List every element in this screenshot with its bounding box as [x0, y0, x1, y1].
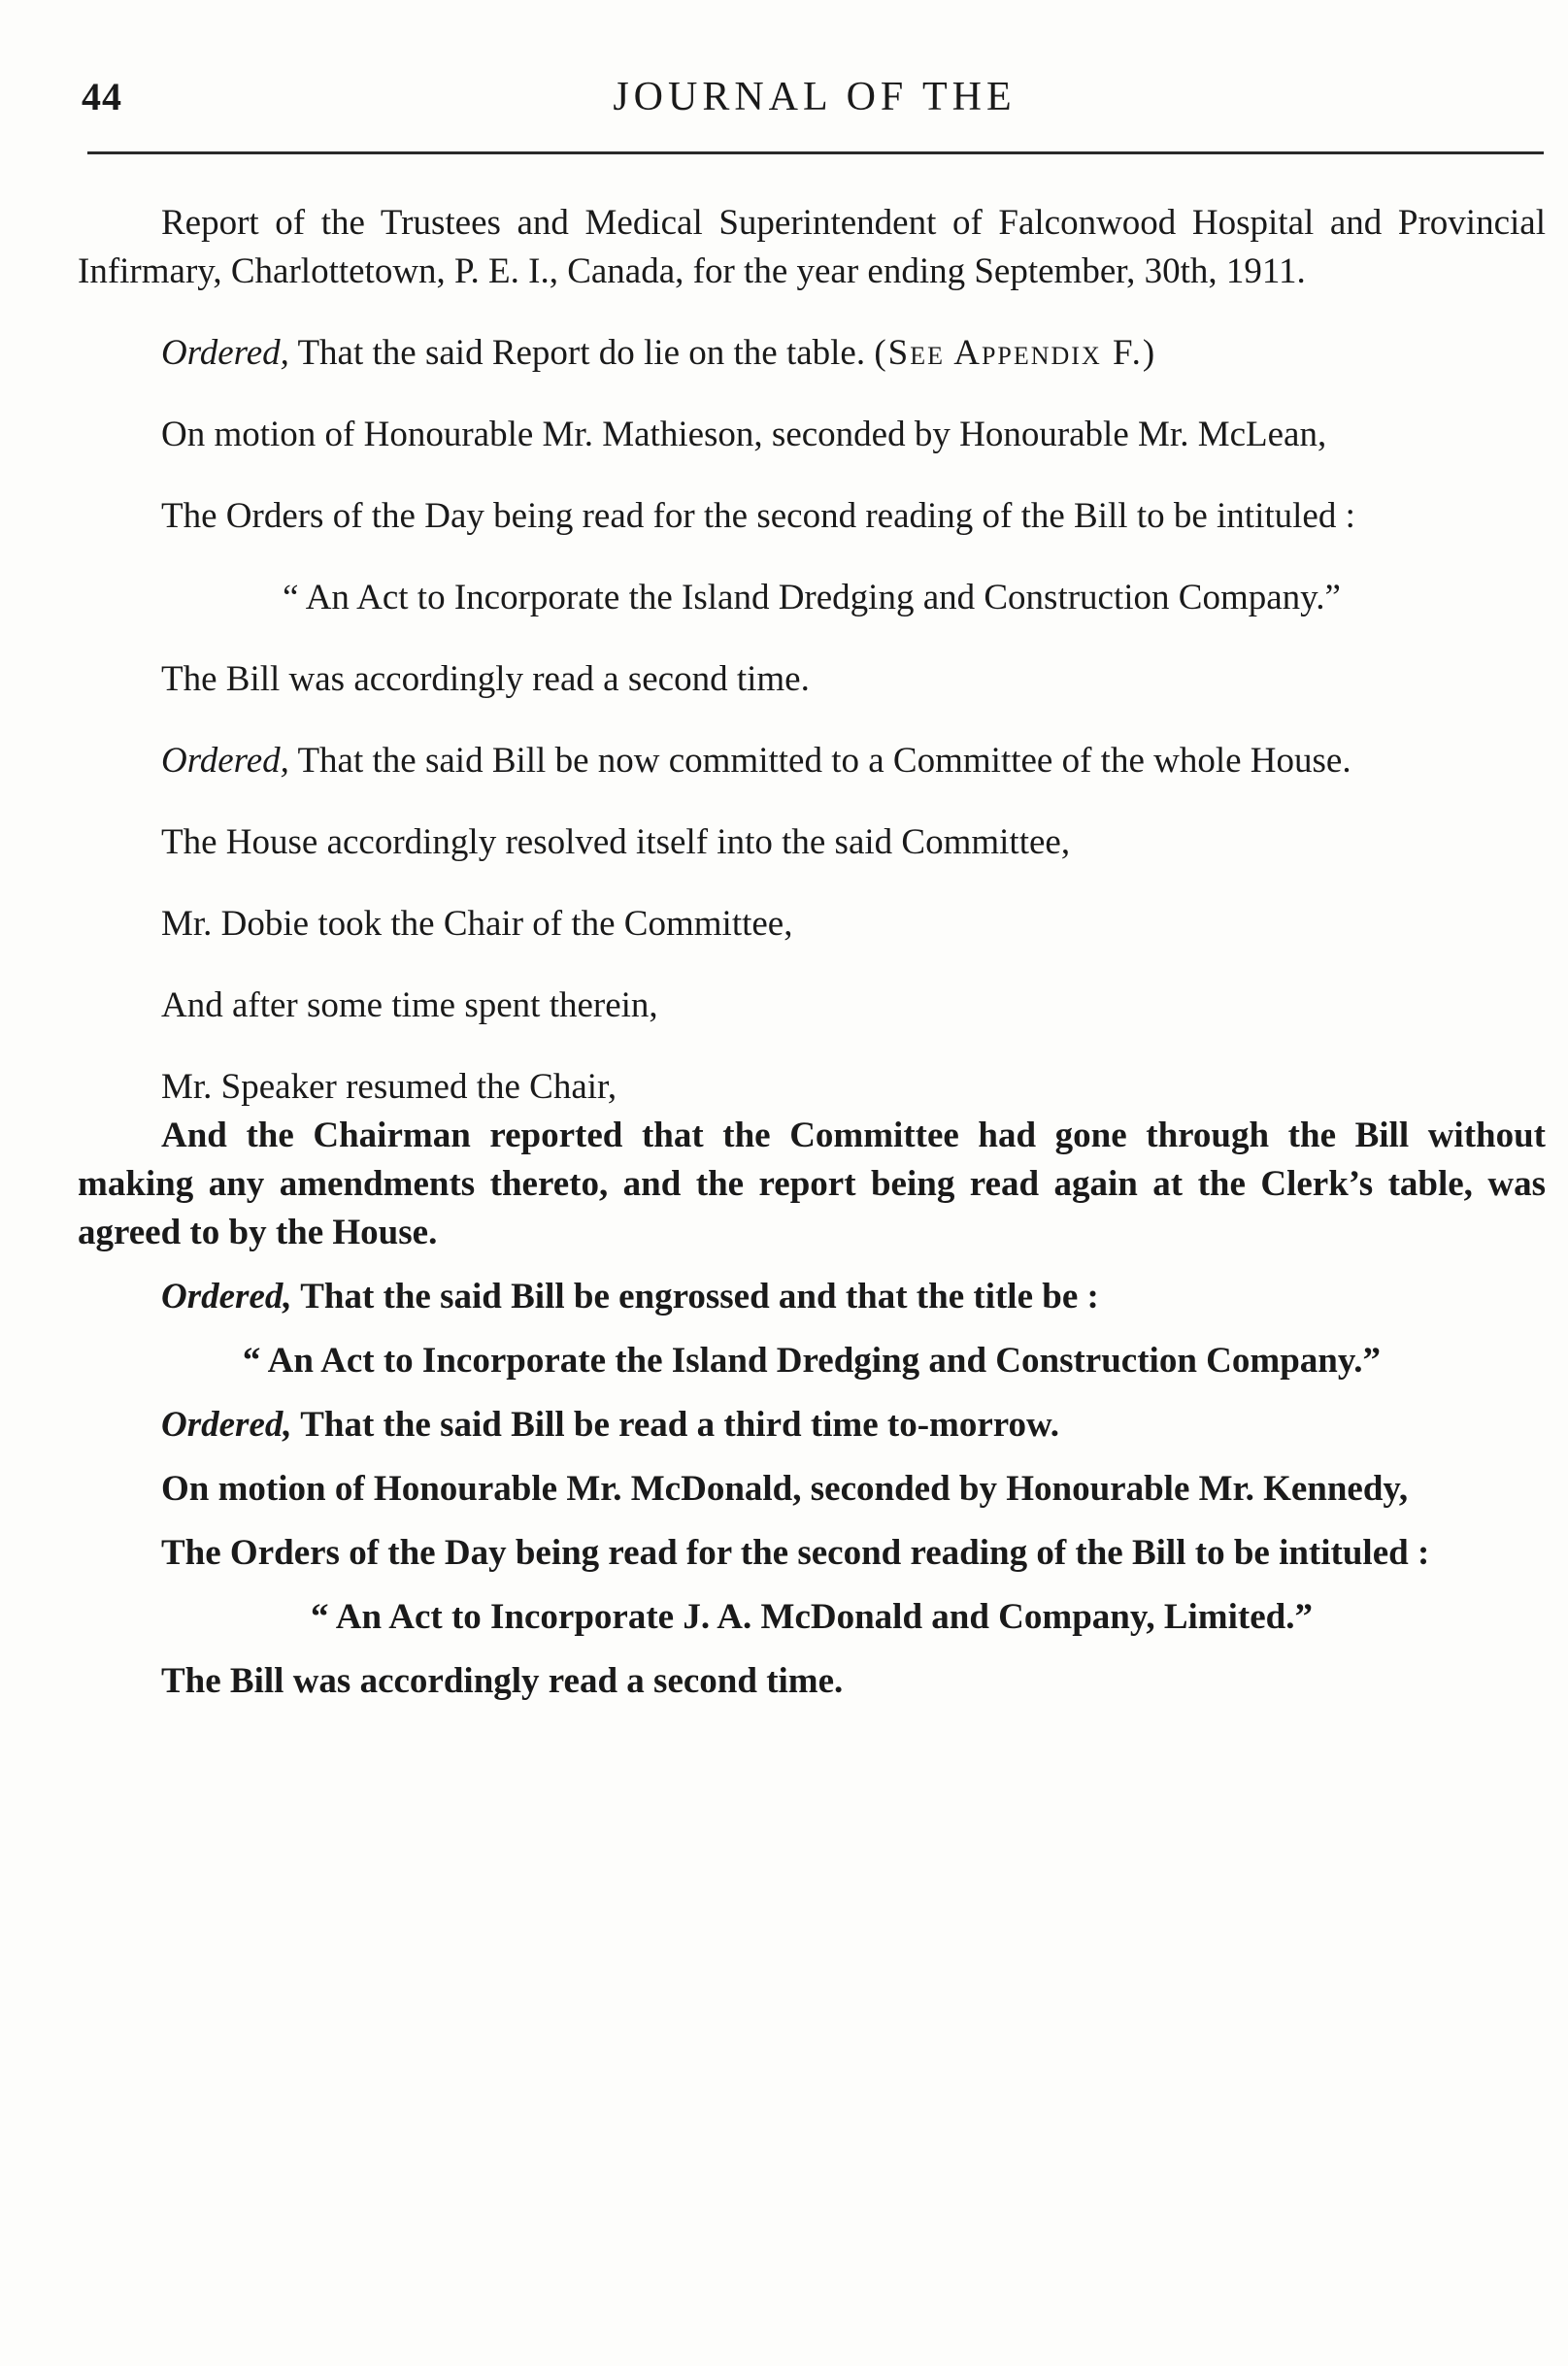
paragraph-house-resolved: The House accordingly resolved itself into the said Committee, — [161, 822, 1071, 862]
paragraph-second-reading-2: The Bill was accordingly read a second time. — [161, 1661, 844, 1701]
bold-text-region — [78, 1112, 1546, 1706]
appendix-reference: (See Appendix F.) — [874, 333, 1157, 373]
paragraph-ordered-engrossed — [78, 1273, 1546, 1321]
paragraph-report: Report of the Trustees and Medical Superintendent of Falconwood Hospital and Provincial Infirmary, Charlottetown, P. E. I., Canada, for the year ending September, 30th, 1911. — [78, 203, 1546, 291]
paragraph-orders-of-day-2: The Orders of the Day being read for the second reading of the Bill to be intituled : — [161, 1533, 1430, 1573]
page-header — [82, 74, 1548, 132]
paragraph-time-spent: And after some time spent therein, — [161, 985, 658, 1025]
paragraph-second-reading: The Bill was accordingly read a second time. — [161, 659, 810, 699]
ordered-label: Ordered, — [161, 1405, 292, 1445]
page-number: 44 — [82, 75, 122, 118]
ordered-text: That the said Report do lie on the table. — [288, 333, 875, 373]
ordered-label: Ordered, — [161, 741, 289, 781]
bill-title-engrossed: “ An Act to Incorporate the Island Dredging and Construction Company.” — [242, 1341, 1382, 1381]
ordered-label: Ordered, — [161, 1277, 292, 1316]
paragraph-dobie-chair: Mr. Dobie took the Chair of the Committee, — [161, 904, 793, 944]
bill-title-mcdonald: “ An Act to Incorporate J. A. McDonald and Company, Limited.” — [311, 1597, 1313, 1637]
header-rule — [87, 151, 1544, 154]
ordered-text: That the said Bill be engrossed and that the title be : — [291, 1277, 1099, 1316]
paragraph-motion-mcdonald: On motion of Honourable Mr. McDonald, seconded by Honourable Mr. Kennedy, — [161, 1469, 1409, 1509]
bill-title: “ An Act to Incorporate the Island Dredging and Construction Company.” — [283, 578, 1341, 617]
running-head: JOURNAL OF THE — [613, 75, 1017, 119]
paragraph-chairman-reported: And the Chairman reported that the Committee had gone through the Bill without making any amendments thereto, and the report being read again at the Clerk’s table, was agreed to by the House. — [78, 1116, 1546, 1252]
ordered-text: That the said Bill be now committed to a Committee of the whole House. — [288, 741, 1351, 781]
paragraph-ordered-report — [78, 329, 1546, 378]
ordered-label: Ordered, — [161, 333, 289, 373]
ordered-text: That the said Bill be read a third time to-morrow. — [291, 1405, 1059, 1445]
paragraph-speaker-resumed: Mr. Speaker resumed the Chair, — [161, 1067, 617, 1107]
paragraph-motion-mathieson: On motion of Honourable Mr. Mathieson, seconded by Honourable Mr. McLean, — [161, 415, 1327, 454]
journal-body — [78, 199, 1546, 1706]
paragraph-ordered-committed — [78, 737, 1546, 785]
paragraph-orders-of-day: The Orders of the Day being read for the second reading of the Bill to be intituled : — [161, 496, 1355, 536]
paragraph-ordered-third-reading — [78, 1401, 1546, 1450]
